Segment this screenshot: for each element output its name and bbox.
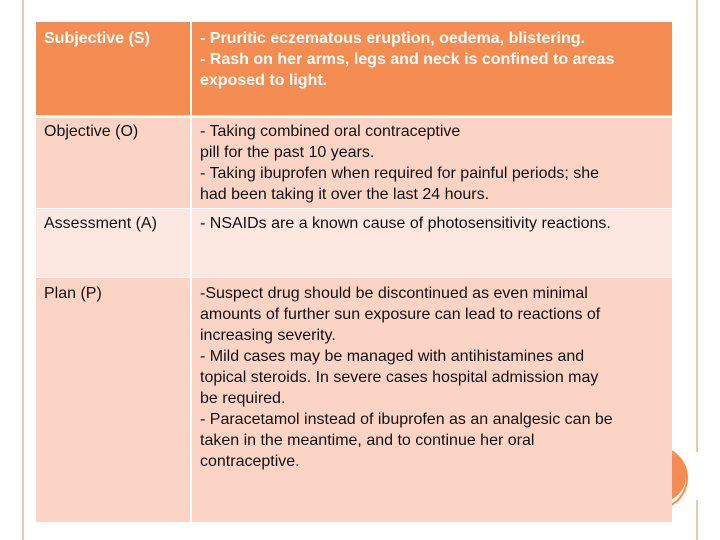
slide-frame-right-lower [696,500,698,540]
content-line: contraceptive. [200,452,300,470]
row-label-subjective: Subjective (S) [36,22,191,116]
content-line: increasing severity. [200,326,336,344]
content-line: - Taking combined oral contraceptive [200,122,461,140]
row-content-plan [191,277,672,522]
content-line: - NSAIDs are a known cause of photosensitivity reactions. [200,214,611,232]
content-line: be required. [200,389,286,407]
row-label-objective: Objective (O) [36,116,191,208]
content-line: - Rash on her arms, legs and neck is confined to areas [200,51,615,68]
soap-row-assessment [36,208,672,277]
slide-frame-left [22,0,24,540]
content-line: - Taking ibuprofen when required for painful periods; she [200,164,600,182]
content-line: - Mild cases may be managed with antihistamines and [200,347,585,365]
content-line: exposed to light. [200,72,328,89]
soap-row-objective [36,116,672,208]
row-content-subjective [191,22,672,116]
content-line: - Paracetamol instead of ibuprofen as an analgesic can be [200,410,613,428]
content-line: - Pruritic eczematous eruption, oedema, blistering. [200,30,585,47]
content-line: taken in the meantime, and to continue her oral [200,431,535,449]
row-content-objective [191,116,672,208]
row-label-plan: Plan (P) [36,277,191,522]
soap-table [36,22,672,522]
content-line: amounts of further sun exposure can lead to reactions of [200,305,601,323]
content-line: had been taking it over the last 24 hours. [200,185,490,203]
row-label-assessment: Assessment (A) [36,208,191,277]
row-content-assessment [191,208,672,277]
soap-row-subjective [36,22,672,116]
content-line: pill for the past 10 years. [200,143,375,161]
soap-row-plan [36,277,672,522]
content-line: -Suspect drug should be discontinued as even minimal [200,284,588,302]
content-line: topical steroids. In severe cases hospital admission may [200,368,599,386]
slide-frame-right [696,0,698,452]
